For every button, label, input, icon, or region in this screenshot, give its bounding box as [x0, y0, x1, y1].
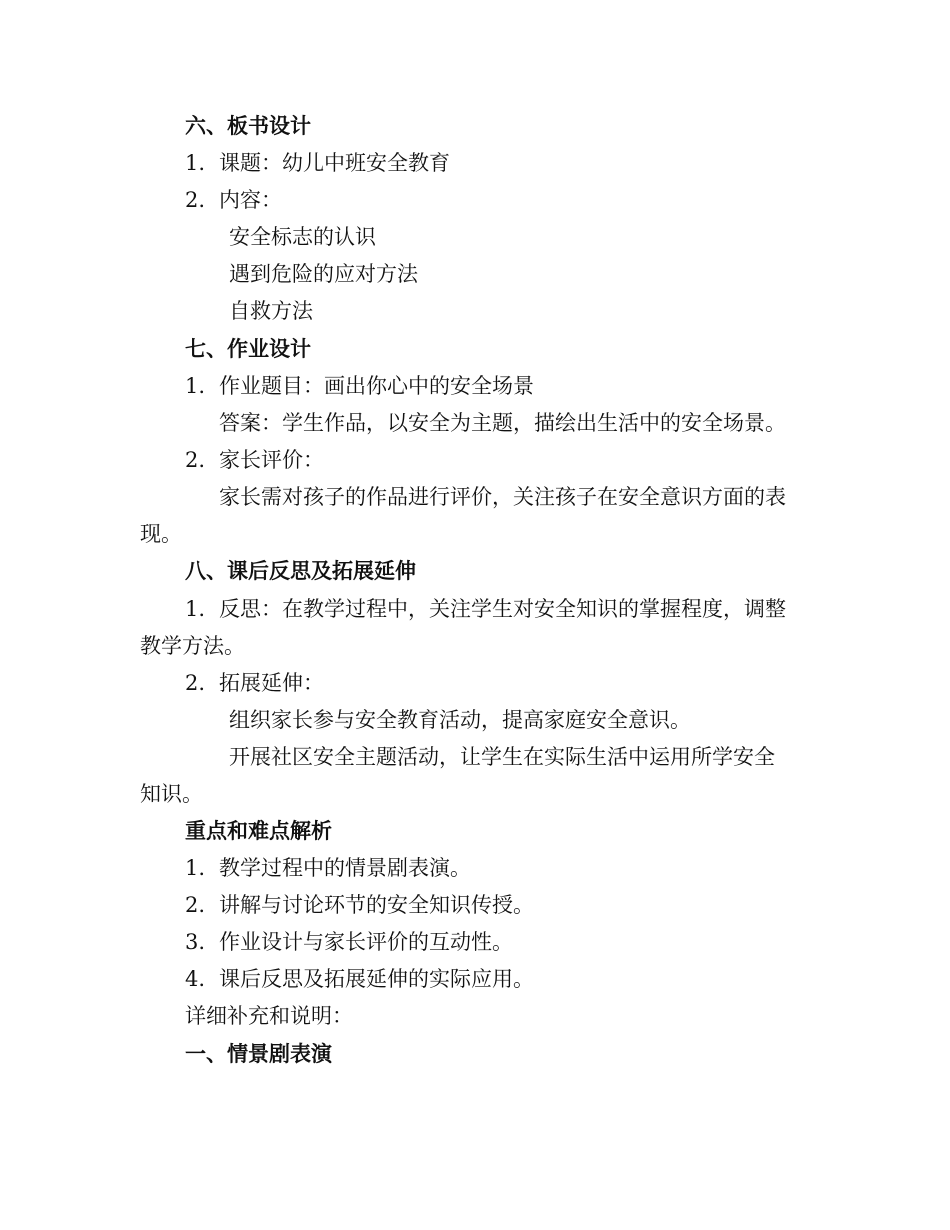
list-number: 1. [185, 856, 206, 880]
list-number: 1. [185, 374, 206, 398]
list-text: 作业设计与家长评价的互动性。 [219, 930, 513, 954]
list-number: 4. [185, 967, 206, 991]
list-item [185, 373, 534, 399]
list-number: 2. [185, 188, 206, 212]
list-text: 讲解与讨论环节的安全知识传授。 [219, 893, 534, 917]
key-points-heading: 重点和难点解析 [185, 819, 332, 843]
list-item [185, 855, 471, 881]
list-number: 2. [185, 893, 206, 917]
list-text: 拓展延伸： [219, 671, 324, 695]
list-text: 家长评价： [219, 448, 324, 472]
list-item [185, 447, 324, 473]
sub-item: 开展社区安全主题活动，让学生在实际生活中运用所学安全 [229, 745, 775, 769]
paragraph-line: 现。 [140, 522, 182, 546]
list-number: 1. [185, 597, 206, 621]
list-item [185, 966, 534, 992]
answer-text: 答案：学生作品，以安全为主题，描绘出生活中的安全场景。 [219, 411, 786, 435]
list-item [185, 187, 282, 213]
list-text: 作业题目：画出你心中的安全场景 [219, 374, 534, 398]
list-item [185, 670, 324, 696]
section-7-heading: 七、作业设计 [185, 337, 311, 361]
list-text: 内容： [219, 188, 282, 212]
list-text: 课后反思及拓展延伸的实际应用。 [219, 967, 534, 991]
section-8-heading: 八、课后反思及拓展延伸 [185, 559, 416, 583]
list-item [185, 596, 786, 622]
list-item [185, 150, 450, 176]
section-1-heading: 一、情景剧表演 [185, 1042, 332, 1066]
list-number: 2. [185, 448, 206, 472]
section-6-heading: 六、板书设计 [185, 114, 311, 138]
list-text: 教学过程中的情景剧表演。 [219, 856, 471, 880]
paragraph-line: 知识。 [140, 782, 203, 806]
list-number: 1. [185, 151, 206, 175]
paragraph-line: 家长需对孩子的作品进行评价，关注孩子在安全意识方面的表 [219, 485, 786, 509]
paragraph-line: 教学方法。 [140, 634, 245, 658]
sub-item: 自救方法 [229, 299, 313, 323]
list-item [185, 929, 513, 955]
sub-item: 组织家长参与安全教育活动，提高家庭安全意识。 [229, 708, 691, 732]
list-text: 课题：幼儿中班安全教育 [219, 151, 450, 175]
list-number: 2. [185, 671, 206, 695]
list-item [185, 892, 534, 918]
sub-item: 遇到危险的应对方法 [229, 262, 418, 286]
sub-item: 安全标志的认识 [229, 225, 376, 249]
list-text: 反思：在教学过程中，关注学生对安全知识的掌握程度，调整 [219, 597, 786, 621]
list-number: 3. [185, 930, 206, 954]
supplement-label: 详细补充和说明： [185, 1004, 353, 1028]
